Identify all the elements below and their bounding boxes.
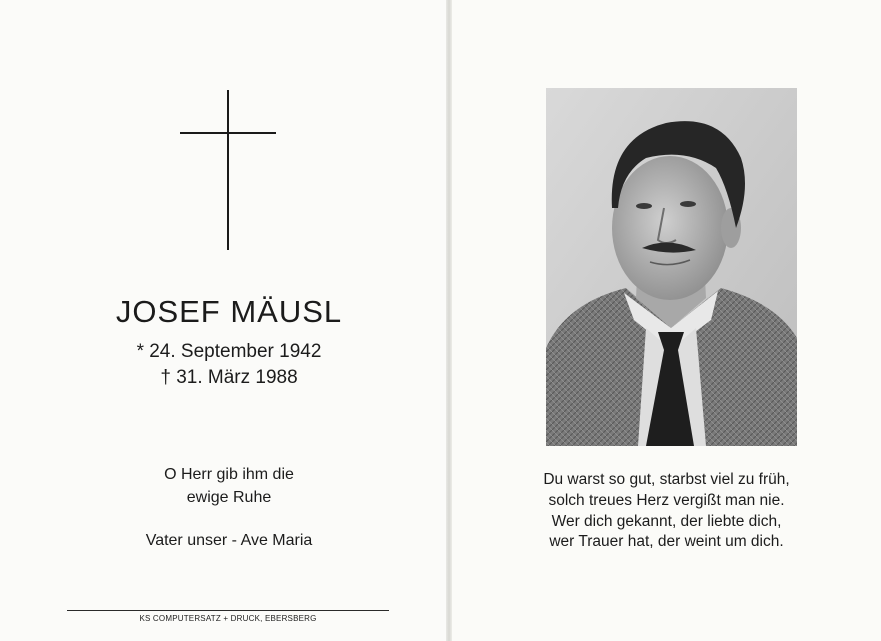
footer-divider bbox=[67, 610, 389, 611]
printer-credit: KS COMPUTERSATZ + DRUCK, EBERSBERG bbox=[139, 614, 317, 623]
death-date: † 31. März 1988 bbox=[160, 367, 298, 388]
latin-cross-icon bbox=[178, 88, 278, 252]
prayer-line-1: O Herr gib ihm die bbox=[164, 466, 294, 483]
prayer-line-2: ewige Ruhe bbox=[186, 489, 272, 506]
poem-line-1: Du warst so gut, starbst viel zu früh, bbox=[543, 471, 790, 488]
portrait-illustration bbox=[546, 88, 797, 446]
poem-line-2: solch treues Herz vergißt man nie. bbox=[548, 492, 785, 509]
poem-line-4: wer Trauer hat, der weint um dich. bbox=[549, 533, 784, 550]
deceased-name: JOSEF MÄUSL bbox=[115, 294, 343, 329]
portrait-photo bbox=[546, 88, 797, 446]
poem-line-3: Wer dich gekannt, der liebte dich, bbox=[551, 513, 782, 530]
prayer-line-3: Vater unser - Ave Maria bbox=[145, 532, 313, 549]
birth-date: * 24. September 1942 bbox=[136, 341, 322, 362]
